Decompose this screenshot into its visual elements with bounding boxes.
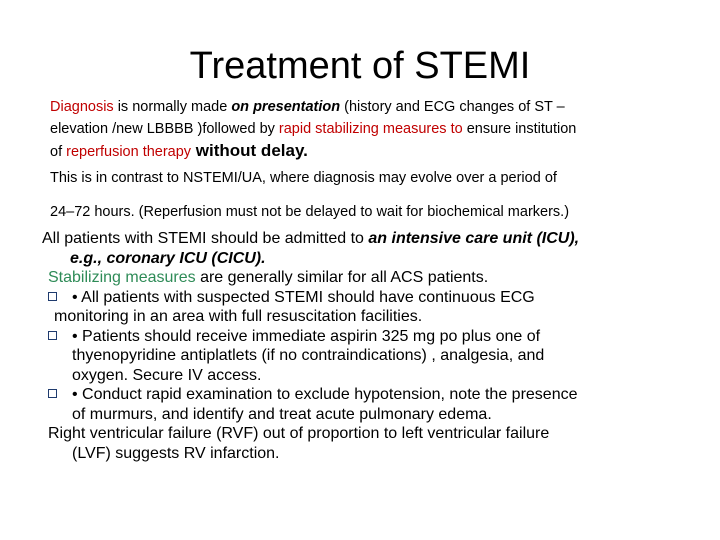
body-text: All patients with STEMI should be admitted to [42,230,369,247]
bullet-line: thyenopyridine antiplatlets (if no contraindications) , analgesia, and [72,347,545,364]
stabilizing-paragraph [42,268,682,288]
intro-text: is normally made [113,99,232,115]
bullet-line: monitoring in an area with full resuscitation facilities. [54,308,423,325]
stabilizing-term: Stabilizing measures [48,269,196,286]
intro-text: (history and ECG changes of ST – [340,99,565,115]
body-block [42,229,682,463]
diagnosis-term: Diagnosis [50,99,114,115]
icu-term: an intensive care unit (ICU), [368,230,580,247]
reperfusion-term: reperfusion therapy [66,144,192,160]
on-presentation-term: on presentation [231,99,341,115]
bullet-line: • Conduct rapid examination to exclude hypotension, note the presence [72,386,578,403]
intro-line-2 [50,118,670,140]
hollow-square-bullet-icon [48,331,57,340]
bullet-line: • All patients with suspected STEMI should have continuous ECG [72,288,535,306]
intro-line-5: 24–72 hours. (Reperfusion must not be delayed to wait for biochemical markers.) [50,204,570,220]
cicu-term: e.g., coronary ICU (CICU). [70,249,266,267]
rvf-paragraph: Right ventricular failure (RVF) out of proportion to left ventricular failure [48,425,550,442]
intro-block [50,96,670,223]
bullet-line: oxygen. Secure IV access. [72,366,262,384]
intro-line-3 [50,140,670,163]
intro-line-1 [50,96,670,118]
intro-line-4: This is in contrast to NSTEMI/UA, where diagnosis may evolve over a period of [50,170,557,186]
list-item [42,385,682,405]
intro-text: elevation /new LBBBB )followed by [50,121,279,137]
rvf-paragraph-cont: (LVF) suggests RV infarction. [72,444,280,462]
intro-text: of [50,144,67,160]
bullet-line: • Patients should receive immediate aspirin 325 mg po plus one of [72,327,541,345]
list-item [42,288,682,308]
body-text: are generally similar for all ACS patients. [195,269,489,286]
bullet-line: of murmurs, and identify and treat acute pulmonary edema. [72,405,492,423]
slide-title: Treatment of STEMI [189,45,531,87]
icu-paragraph [42,229,682,249]
hollow-square-bullet-icon [48,292,57,301]
without-delay-term: without delay. [191,141,308,160]
rapid-stabilizing-term: rapid stabilizing measures to [278,121,463,137]
list-item [42,327,682,347]
intro-text: ensure institution [462,121,577,137]
icu-paragraph-cont [42,249,682,269]
hollow-square-bullet-icon [48,389,57,398]
